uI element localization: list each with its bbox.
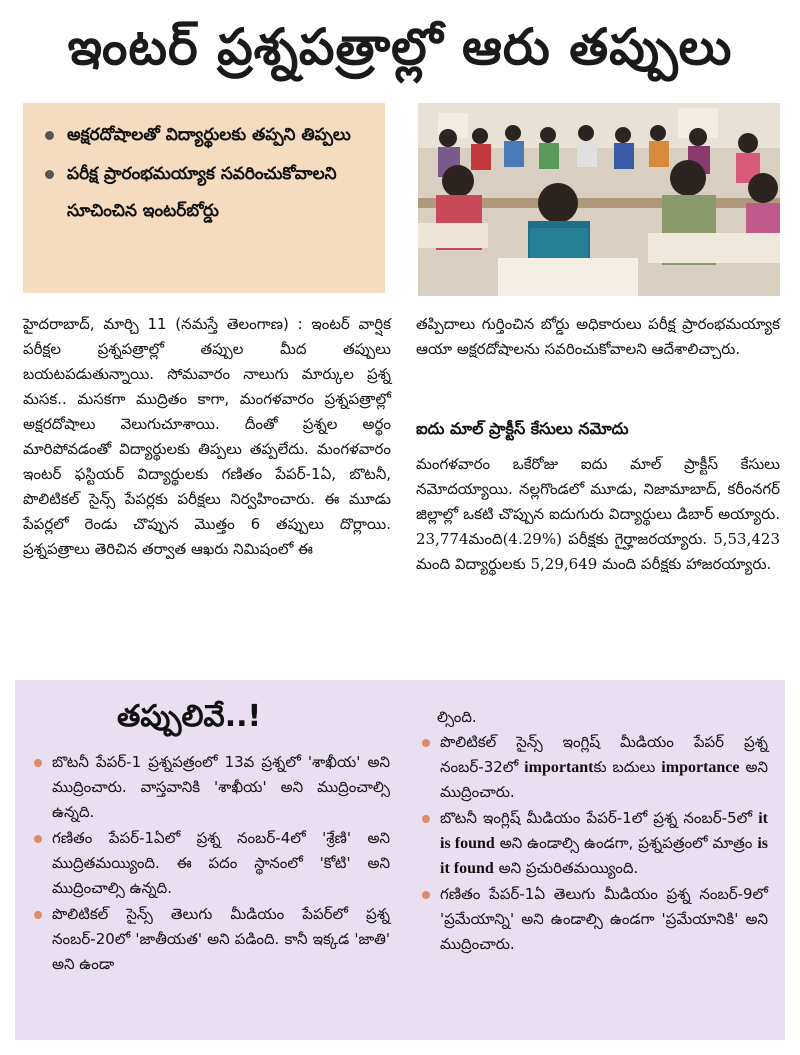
bullet-icon	[422, 739, 430, 747]
bullet-icon	[45, 170, 54, 179]
errors-list-left	[30, 750, 390, 978]
error-item: పొలిటికల్ సైన్స్ తెలుగు మీడియం పేపర్‌లో ప్రశ్న నంబర్-20లో 'జాతీయత' అని పడింది. కానీ ఇక్కడ 'జాతి' అని ఉండా	[30, 902, 390, 977]
article-right-column-mid	[416, 452, 780, 577]
highlight-item: అక్షరదోషాలతో విద్యార్థులకు తప్పని తిప్పలు	[41, 117, 373, 154]
error-item: బొటనీ ఇంగ్లిష్ మీడియం పేపర్-1లో ప్రశ్న నంబర్-5లో it is found అని ఉండాల్సి ఉండగా, ప్రశ్నపత్రంలో మాత్రం is it found అని ప్రచురితమయ్యింది.	[418, 806, 768, 881]
error-item: పొలిటికల్ సైన్స్ ఇంగ్లిష్ మీడియం పేపర్ ప్రశ్న నంబర్-32లో importantకు బదులు importance అని ముద్రించారు.	[418, 730, 768, 805]
bullet-icon	[34, 835, 42, 843]
article-left-column	[23, 312, 391, 562]
headline: ఇంటర్ ప్రశ్నపత్రాల్లో ఆరు తప్పులు	[67, 18, 733, 76]
article-paragraph: తప్పిదాలు గుర్తించిన బోర్డు అధికారులు పరీక్ష ప్రారంభమయ్యాక ఆయా అక్షరదోషాలను సవరించుకోవాలని ఆదేశాలిచ్చారు.	[416, 315, 780, 358]
absent-percent: (4.29%)	[502, 530, 562, 548]
article-right-column-top	[416, 312, 780, 362]
bullet-icon	[34, 911, 42, 919]
errors-list-right	[418, 730, 768, 958]
error-item-continuation: ల్సింది.	[437, 708, 477, 726]
bullet-icon	[422, 815, 430, 823]
article-paragraph: మంగళవారం ఒకేరోజు ఐదు మాల్ ప్రాక్టీస్ కేసులు నమోదయ్యాయి. నల్లగొండలో మూడు, నిజామాబాద్, కరీంనగర్ జిల్లాల్లో ఒకటి చొప్పున ఐదుగురు విద్యార్థులు డిబార్ అయ్యారు. 23,774మంది(4.29%) పరీక్షకు గైర్హాజరయ్యారు. 5,53,423 మంది విద్యార్థులకు 5,29,649 మంది పరీక్షకు హాజరయ్యారు.	[416, 455, 780, 573]
total-students: 5,53,423	[713, 530, 780, 548]
exam-hall-photo	[418, 103, 780, 296]
absent-count: 23,774	[416, 530, 469, 548]
bullet-icon	[45, 131, 54, 140]
article-paragraph: హైదరాబాద్, మార్చి 11 (నమస్తే తెలంగాణ) : ఇంటర్ వార్షిక పరీక్షల ప్రశ్నపత్రాల్లో తప్పుల మీద తప్పులు బయటపడుతున్నాయి. సోమవారం నాలుగు మార్కుల ప్రశ్న మసక.. మసకగా ముద్రితం కాగా, మంగళవారం ప్రశ్నపత్రాల్లో అక్షరదోషాలు వెలుగుచూశాయి. దీంతో ప్రశ్నల అర్థం మారిపోవడంతో విద్యార్థులకు తిప్పలు తప్పలేదు. మంగళవారం ఇంటర్ ఫస్టియర్ విద్యార్థులకు గణితం పేపర్-1ఏ, బొటనీ, పొలిటికల్ సైన్స్ పేపర్లకు పరీక్షలు నిర్వహించారు. ఈ మూడు పేపర్లలో రెండు చొప్పున మొత్తం 6 తప్పులు దొర్లాయి. ప్రశ్నపత్రాలు తెరిచిన తర్వాత ఆఖరు నిమిషంలో ఈ	[23, 315, 391, 558]
errors-box-title: తప్పులివే..!	[117, 699, 262, 734]
highlight-item: పరీక్ష ప్రారంభమయ్యాక సవరించుకోవాలని సూచించిన ఇంటర్‌బోర్డు	[41, 156, 373, 230]
error-item: గణితం పేపర్-1ఏలో ప్రశ్న నంబర్-4లో 'శ్రేణి' అని ముద్రితమయ్యింది. ఈ పదం స్థానంలో 'కోటి' అని ముద్రించాల్సి ఉన్నది.	[30, 826, 390, 901]
error-item: బొటనీ పేపర్-1 ప్రశ్నపత్రంలో 13వ ప్రశ్నలో 'శాఖీయ' అని ముద్రించారు. వాస్తవానికి 'శాఖీయ' అని ముద్రించాల్సి ఉన్నది.	[30, 750, 390, 825]
present-count: 5,29,649	[530, 555, 598, 573]
highlights-box	[23, 103, 385, 293]
malpractice-subheading: ఐదు మాల్ ప్రాక్టీస్ కేసులు నమోదు	[416, 419, 629, 438]
error-item: గణితం పేపర్-1ఏ తెలుగు మీడియం ప్రశ్న నంబర్-9లో 'ప్రమేయాన్ని' అని ఉండాల్సి ఉండగా 'ప్రమేయానికి' అని ముద్రించారు.	[418, 882, 768, 957]
bullet-icon	[422, 891, 430, 899]
bullet-icon	[34, 759, 42, 767]
